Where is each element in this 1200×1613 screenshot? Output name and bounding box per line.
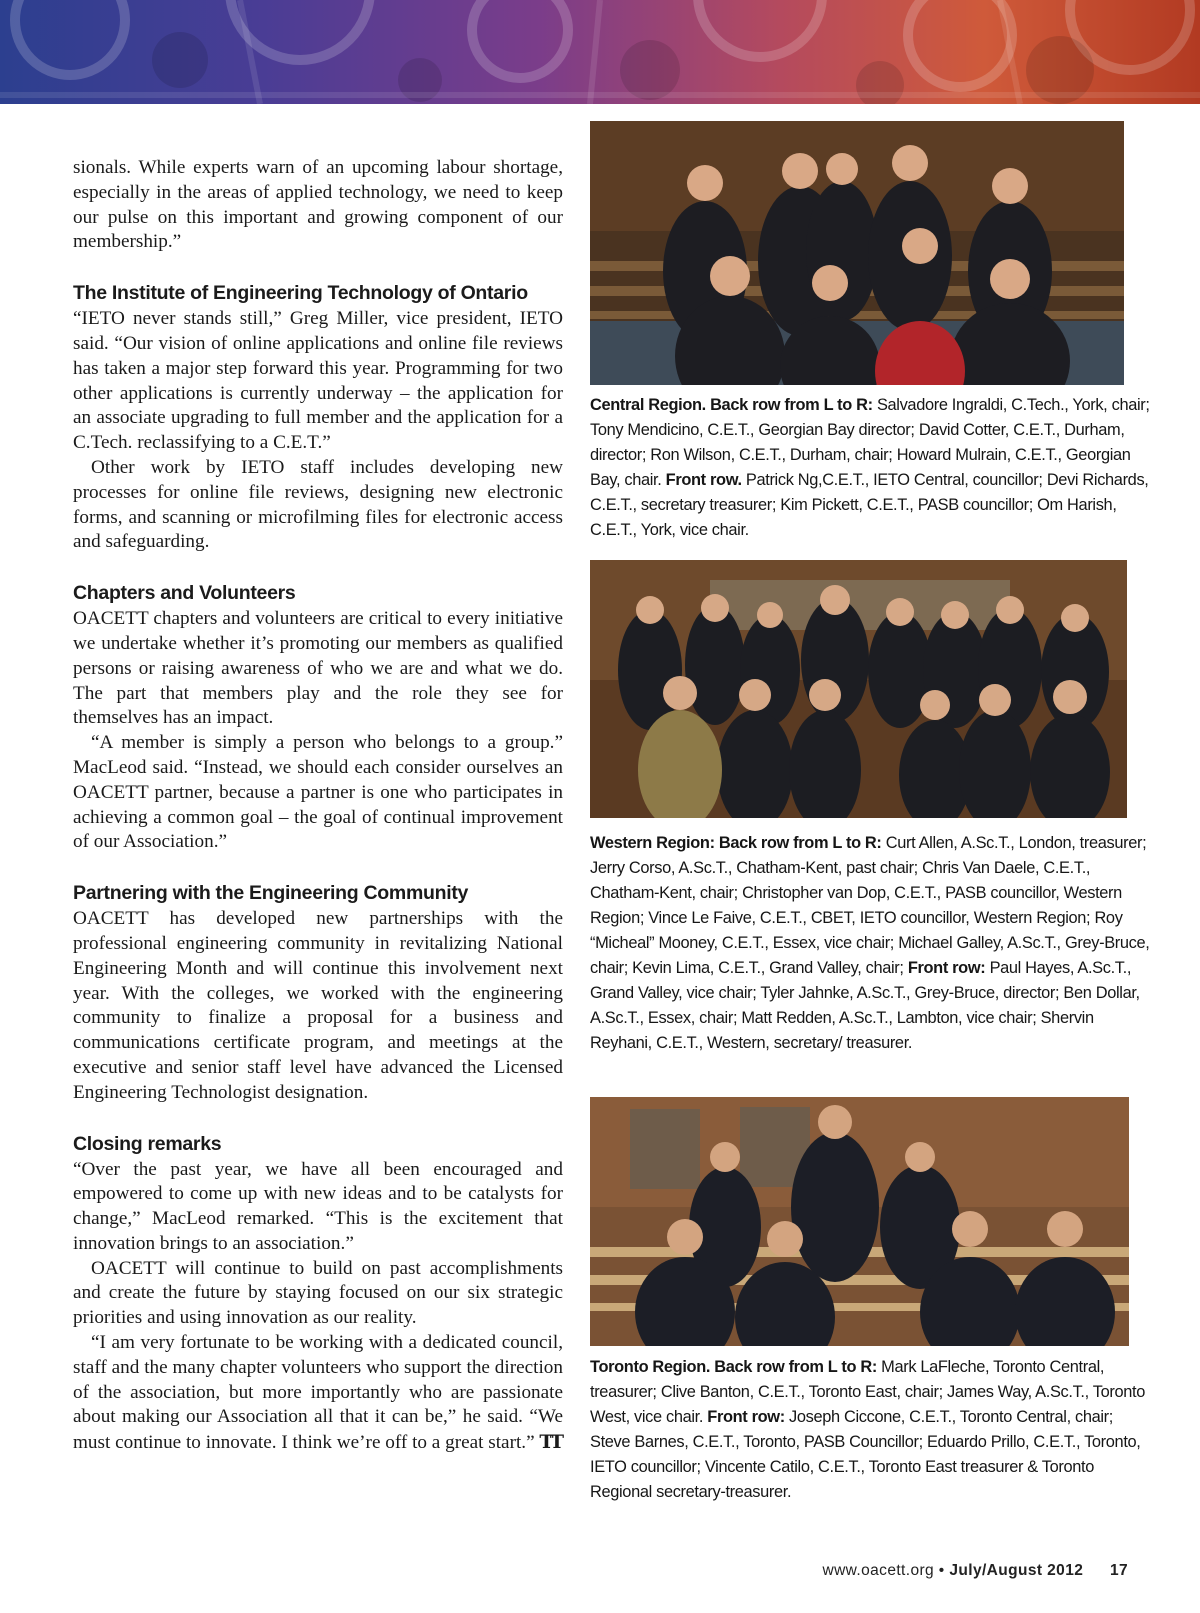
central-region-photo (590, 121, 1124, 385)
intro-paragraph: sionals. While experts warn of an upcoming labour shortage, especially in the areas of applied technology, we need to keep our pulse on this important and growing component of our membership.” (73, 157, 563, 253)
caption-front-row: Paul Hayes, A.Sc.T., Grand Valley, vice chair; Tyler Jahnke, A.Sc.T., Grey-Bruce, director; Ben Dollar, A.Sc.T., Essex, chair; Matt Redden, A.Sc.T., Lambton, vice chair; Shervin Reyhani, C.E.T., Western, secretary/ treasurer. (590, 959, 1140, 1052)
paragraph: Other work by IETO staff includes developing new processes for online file reviews, designing new electronic forms, and scanning or microfilming files for electronic access and safeguarding. (73, 456, 563, 553)
western-region-caption (590, 831, 1150, 1056)
section-heading-chapters: Chapters and Volunteers (73, 582, 296, 605)
section-heading-ieto: The Institute of Engineering Technology of Ontario (73, 282, 528, 305)
caption-lead: Western Region: Back row from L to R: (590, 834, 882, 852)
caption-front-row-lead: Front row: (707, 1408, 785, 1426)
caption-lead: Toronto Region. Back row from L to R: (590, 1358, 877, 1376)
paragraph: OACETT will continue to build on past accomplishments and create the future by staying focused on our six strategic priorities and using innovation as our reality. (73, 1257, 563, 1329)
caption-front-row-lead: Front row: (907, 959, 986, 977)
toronto-region-caption (590, 1355, 1150, 1505)
caption-back-row: Curt Allen, A.Sc.T., London, treasurer; Jerry Corso, A.Sc.T., Chatham-Kent, past chair; Chris Van Daele, C.E.T., Chatham-Kent, chair; Christopher van Dop, C.E.T., PASB councillor, Western Region; Vince Le Faive, C.E.T., CBET, IETO councillor, Western Region; Roy “Micheal” Mooney, C.E.T., Essex, vice chair; Michael Galley, A.Sc.T., Grey-Bruce, chair; Kevin Lima, C.E.T., Grand Valley, chair; (590, 834, 1150, 977)
paragraph: “Over the past year, we have all been encouraged and empowered to come up with new ideas and to be catalysts for change,” MacLeod remarked. “This is the excitement that innovation brings to an association.” (73, 1158, 563, 1254)
caption-back-row: Mark LaFleche, Toronto Central, treasurer; Clive Banton, C.E.T., Toronto East, chair; James Way, A.Sc.T., Toronto West, vice chair. (590, 1358, 1145, 1426)
paragraph: OACETT has developed new partnerships with the professional engineering community in revitalizing National Engineering Month and will continue this involvement next year. With the colleges, we worked with the engineering community to finalize a proposal for a business and communications certificate program, and meetings at the executive and senior staff level have advanced the Licensed Engineering Technologist designation. (73, 908, 563, 1103)
page-footer (823, 1562, 1129, 1580)
footer-separator: • (938, 1562, 945, 1579)
western-region-photo (590, 560, 1127, 818)
gear-pattern-graphic (0, 0, 1200, 104)
caption-back-row: Salvadore Ingraldi, C.Tech., York, chair; Tony Mendicino, C.E.T., Georgian Bay director; David Cotter, C.E.T., Durham, director; Ron Wilson, C.E.T., Durham, chair; Howard Mulrain, C.E.T., Georgian Bay, chair. (590, 396, 1150, 489)
footer-url: www.oacett.org (822, 1562, 935, 1579)
footer-issue: July/August 2012 (949, 1562, 1084, 1579)
section-heading-partnering: Partnering with the Engineering Community (73, 882, 469, 905)
caption-lead: Central Region. Back row from L to R: (590, 396, 873, 414)
paragraph-final (73, 1331, 563, 1456)
caption-front-row: Patrick Ng,C.E.T., IETO Central, councillor; Devi Richards, C.E.T., secretary treasurer; Kim Pickett, C.E.T., PASB councillor; Om Harish, C.E.T., York, vice chair. (590, 471, 1149, 539)
paragraph: OACETT chapters and volunteers are critical to every initiative we undertake whether it’s promoting our members as qualified persons or raising awareness of who we are and what we do. The part that members play and the role they see for themselves has an impact. (73, 608, 563, 729)
caption-front-row-lead: Front row. (665, 471, 742, 489)
paragraph-final-text: “I am very fortunate to be working with a dedicated council, staff and the many chapter volunteers who support the direction of the association, but more importantly who are passionate about making our Association all that it can be,” he said. “We must continue to innovate. I think we’re off to a great start.” (73, 1332, 563, 1454)
header-banner (0, 0, 1200, 104)
article-body (73, 156, 563, 1456)
paragraph: “IETO never stands still,” Greg Miller, vice president, IETO said. “Our vision of online applications and online file reviews has taken a major step forward this year. Programming for two other applications is currently underway – the application for an associate upgrading to full member and the application for a C.Tech. reclassifying to a C.E.T.” (73, 308, 563, 454)
paragraph: “A member is simply a person who belongs to a group.” MacLeod said. “Instead, we should each consider ourselves an OACETT partner, because a partner is one who participates in achieving a common goal – the goal of continual improvement of our Association.” (73, 732, 563, 853)
caption-front-row: Joseph Ciccone, C.E.T., Toronto Central, chair; Steve Barnes, C.E.T., Toronto, PASB Councillor; Eduardo Prillo, C.E.T., Toronto, IETO councillor; Vincente Catilo, C.E.T., Toronto East treasurer & Toronto Regional secretary-treasurer. (590, 1408, 1141, 1501)
section-heading-closing: Closing remarks (73, 1132, 222, 1155)
page-number: 17 (1109, 1562, 1128, 1579)
end-mark-icon: TT (539, 1431, 562, 1454)
central-region-caption (590, 393, 1150, 543)
toronto-region-photo (590, 1097, 1129, 1346)
